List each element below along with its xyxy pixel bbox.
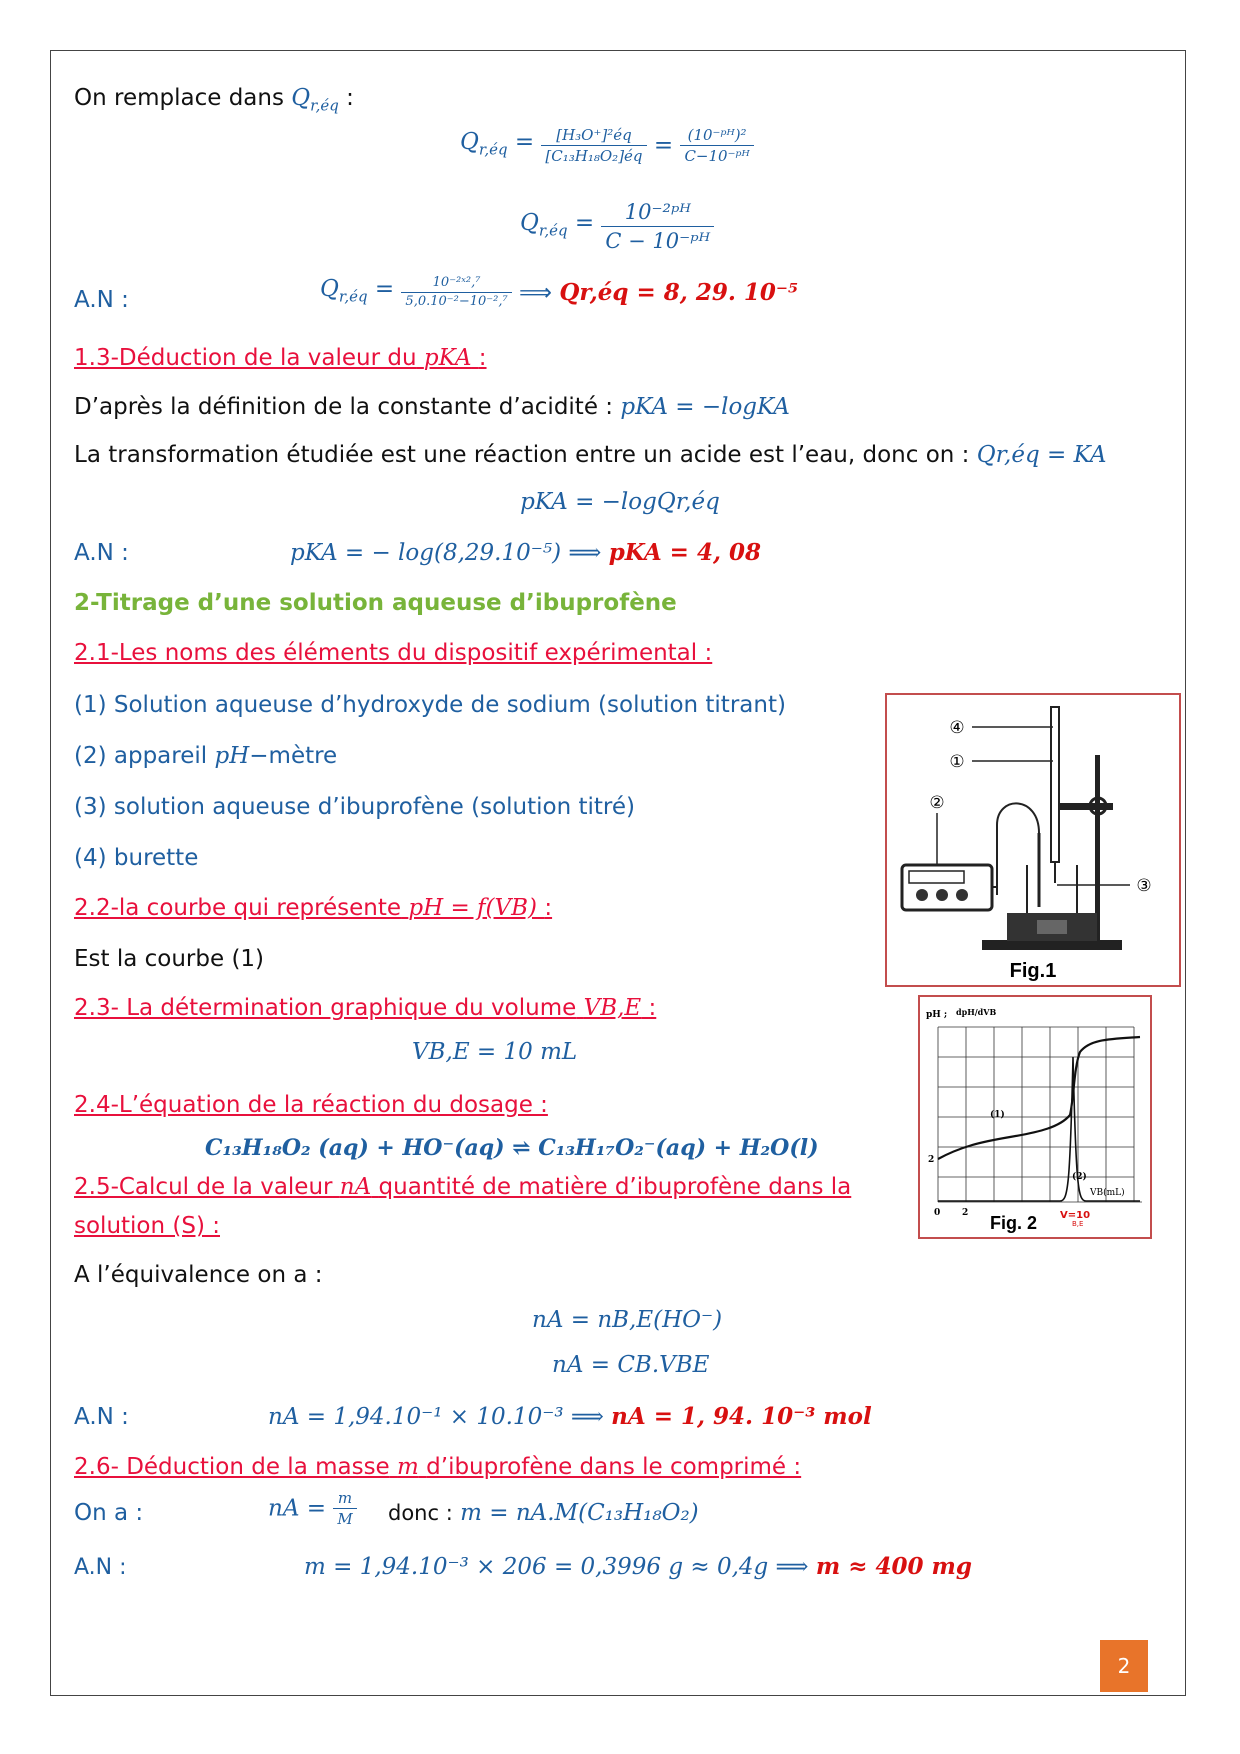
heading-2-2: 2.2-la courbe qui représente pH = f(VB) :: [74, 895, 553, 921]
reaction-equation: C₁₃H₁₈O₂ (aq) + HO⁻(aq) ⇌ C₁₃H₁₇O₂⁻(aq) + H₂O(l): [205, 1135, 819, 1161]
fig2-ylabel: pH ;: [926, 1010, 948, 1020]
definition-line: D’après la définition de la constante d’acidité : pKA = −logKA: [74, 394, 790, 420]
an-label-1: A.N :: [74, 287, 129, 313]
an-3: nA = 1,94.10⁻¹ × 10.10⁻³ ⟹ nA = 1, 94. 10⁻³ mol: [268, 1403, 872, 1430]
figure-2: [918, 995, 1152, 1239]
heading-2-5-line2: solution (S) :: [74, 1213, 220, 1239]
ona-label: On a :: [74, 1500, 144, 1526]
an-4: m = 1,94.10⁻³ × 206 = 0,3996 g ≈ 0,4g ⟹ m ≈ 400 mg: [304, 1553, 972, 1580]
fig2-curve1-label: (1): [990, 1110, 1005, 1120]
an-label-2: A.N :: [74, 540, 129, 566]
an-1: $Q_{r,éq}$ = $\frac{\text{10⁻²ˣ²,⁷}}{\text{5,0.10⁻²−10⁻²,⁷}}$ ⟹ Qr,éq = 8, 29. 10⁻⁵: [320, 275, 799, 310]
item-4: (4) burette: [74, 845, 199, 871]
equivalence-line: A l’équivalence on a :: [74, 1262, 323, 1288]
equation-na-2: nA = CB.VBE: [552, 1352, 710, 1378]
fig2-curve2-label: (2): [1072, 1172, 1087, 1182]
curve-answer: Est la courbe (1): [74, 946, 265, 972]
item-2: (2) appareil pH−mètre: [74, 743, 338, 769]
an-label-4: A.N :: [74, 1555, 127, 1580]
page-number: 2: [1100, 1640, 1148, 1692]
an-2: pKA = − log(8,29.10⁻⁵) ⟹ pKA = 4, 08: [290, 539, 761, 566]
heading-1-3: 1.3-Déduction de la valeur du pKA :: [74, 345, 487, 371]
na-fraction: nA = $\frac{m}{M}$: [268, 1488, 357, 1529]
item-1: (1) Solution aqueuse d’hydroxyde de sodium (solution titrant): [74, 692, 786, 718]
an-label-3: A.N :: [74, 1404, 129, 1430]
donc-line: donc : m = nA.M(C₁₃H₁₈O₂): [388, 1500, 699, 1526]
heading-2-6: 2.6- Déduction de la masse m d’ibuprofène dans le comprimé :: [74, 1454, 802, 1480]
titration-curve-chart: [920, 997, 1150, 1237]
transformation-line: La transformation étudiée est une réaction entre un acide est l’eau, donc on : Qr,éq = KA: [74, 442, 1107, 468]
equation-qr-2: $Q_{r,éq}$ = $\frac{\text{10⁻²ᵖᴴ}}{\text{C − 10⁻ᵖᴴ}}$: [520, 198, 714, 255]
fig2-ylabel-2: dpH/dVB: [956, 1007, 997, 1017]
section-2-title: 2-Titrage d’une solution aqueuse d’ibuprofène: [74, 590, 677, 616]
intro-line: On remplace dans $Q_{r,éq}$ :: [74, 85, 354, 115]
label-2: ②: [929, 793, 945, 813]
fig2-tick-0: 0: [934, 1208, 941, 1218]
item-3: (3) solution aqueuse d’ibuprofène (solution titré): [74, 794, 635, 820]
equation-qr-1: $Q_{r,éq}$ = $\frac{\text{[H₃O⁺]²éq}}{\text{[C₁₃H₁₈O₂]éq}}$ = $\frac{\text{(10⁻ᵖᴴ)²}}{\text{C−10⁻ᵖᴴ}}$: [460, 125, 754, 166]
equation-pka: pKA = −logQr,éq: [520, 489, 720, 515]
label-3: ③: [1136, 876, 1152, 896]
label-1: ①: [949, 752, 965, 772]
fig2-veq-sub: B,E: [1072, 1220, 1084, 1228]
equation-vbe: VB,E = 10 mL: [412, 1039, 578, 1065]
heading-2-5: 2.5-Calcul de la valeur nA quantité de matière d’ibuprofène dans la: [74, 1174, 852, 1200]
fig2-ytick-2: 2: [928, 1155, 935, 1165]
label-4: ④: [949, 718, 965, 738]
fig1-caption: Fig.1: [1009, 960, 1057, 982]
fig2-caption: Fig. 2: [990, 1213, 1038, 1233]
equation-na-1: nA = nB,E(HO⁻): [532, 1307, 723, 1333]
heading-2-4: 2.4-L’équation de la réaction du dosage :: [74, 1092, 548, 1118]
fig2-tick-2: 2: [962, 1208, 969, 1218]
fig2-xlabel: VB(mL): [1090, 1188, 1125, 1198]
titration-setup-diagram: [887, 695, 1179, 985]
heading-2-3: 2.3- La détermination graphique du volume VB,E :: [74, 995, 657, 1021]
figure-1: [885, 693, 1181, 987]
fig2-veq: V=10: [1060, 1210, 1091, 1221]
heading-2-1: 2.1-Les noms des éléments du dispositif expérimental :: [74, 640, 713, 666]
